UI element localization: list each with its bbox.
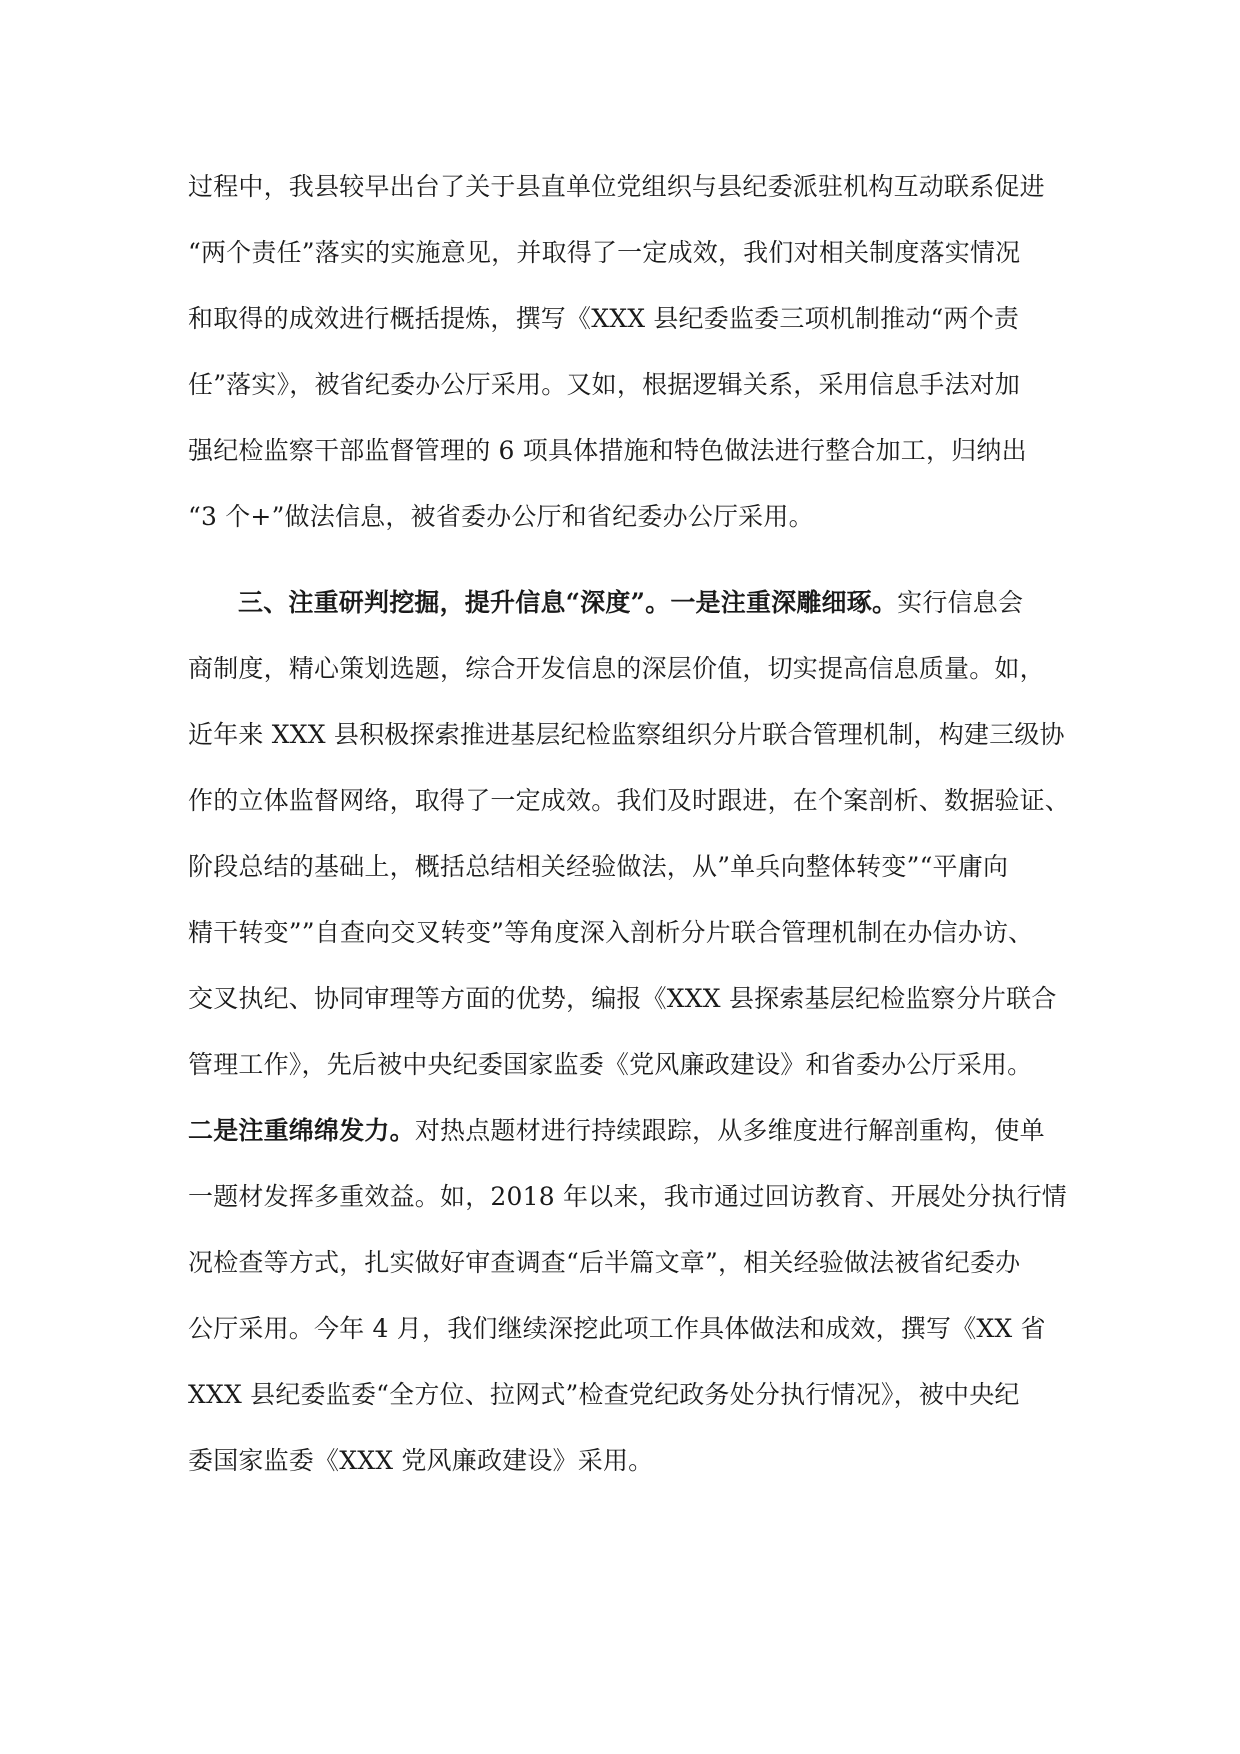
document-body bbox=[188, 168, 1071, 1508]
body-text-line: 过程中，我县较早出台了关于县直单位党组织与县纪委派驻机构互动联系促进 bbox=[188, 172, 1045, 201]
body-text-line: 强纪检监察干部监督管理的 6 项具体措施和特色做法进行整合加工，归纳出 bbox=[188, 436, 1027, 465]
body-text-line: 委国家监委《XXX 党风廉政建设》采用。 bbox=[188, 1446, 654, 1475]
body-text-line: 况检查等方式，扎实做好审查调查“后半篇文章”，相关经验做法被省纪委办 bbox=[188, 1248, 1021, 1277]
body-text-line: 公厅采用。今年 4 月，我们继续深挖此项工作具体做法和成效，撰写《XX 省 bbox=[188, 1314, 1046, 1343]
body-text-line: 和取得的成效进行概括提炼，撰写《XXX 县纪委监委三项机制推动“两个责 bbox=[188, 304, 1020, 333]
body-text-line: 任”落实》，被省纪委办公厅采用。又如，根据逻辑关系，采用信息手法对加 bbox=[188, 370, 1021, 399]
body-text-line: 精干转变””自查向交叉转变”等角度深入剖析分片联合管理机制在办信办访、 bbox=[188, 918, 1034, 947]
section-heading-line bbox=[188, 584, 1068, 650]
body-text-span: 实行信息会 bbox=[897, 588, 1024, 617]
body-text-line: 商制度，精心策划选题，综合开发信息的深层价值，切实提高信息质量。如， bbox=[188, 654, 1045, 683]
sub-heading: 二是注重绵绵发力。 bbox=[188, 1116, 415, 1145]
sub-heading-line bbox=[188, 1112, 1068, 1178]
body-text-span: 对热点题材进行持续跟踪，从多维度进行解剖重构，使单 bbox=[414, 1116, 1045, 1145]
body-text-line: 管理工作》，先后被中央纪委国家监委《党风廉政建设》和省委办公厅采用。 bbox=[188, 1050, 1033, 1079]
body-text-line: XXX 县纪委监委“全方位、拉网式”检查党纪政务处分执行情况》，被中央纪 bbox=[188, 1380, 1020, 1409]
body-text-line: 一题材发挥多重效益。如，2018 年以来，我市通过回访教育、开展处分执行情 bbox=[188, 1182, 1067, 1211]
body-text-line: “两个责任”落实的实施意见，并取得了一定成效，我们对相关制度落实情况 bbox=[188, 238, 1021, 267]
body-text-line: 阶段总结的基础上，概括总结相关经验做法，从”单兵向整体转变”“平庸向 bbox=[188, 852, 1009, 881]
section-heading: 三、注重研判挖掘，提升信息“深度”。一是注重深雕细琢。 bbox=[238, 588, 898, 617]
body-text-line: 交叉执纪、协同审理等方面的优势，编报《XXX 县探索基层纪检监察分片联合 bbox=[188, 984, 1057, 1013]
body-text-line: 作的立体监督网络，取得了一定成效。我们及时跟进，在个案剖析、数据验证、 bbox=[188, 786, 1071, 815]
body-text-line: “3 个+”做法信息，被省委办公厅和省纪委办公厅采用。 bbox=[188, 502, 814, 531]
body-text-line: 近年来 XXX 县积极探索推进基层纪检监察组织分片联合管理机制，构建三级协 bbox=[188, 720, 1065, 749]
